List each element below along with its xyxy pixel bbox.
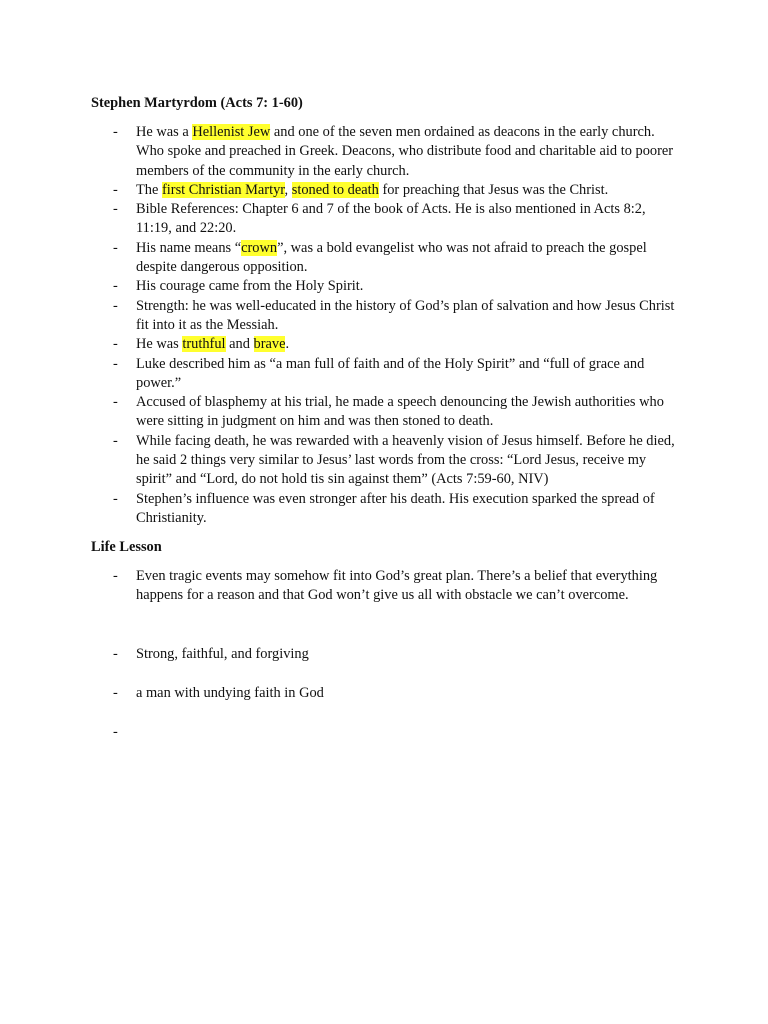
list-item: - The first Christian Martyr, stoned to death for preaching that Jesus was the Christ. bbox=[0, 181, 681, 200]
bullet-dash: - bbox=[113, 394, 118, 411]
list-item: - He was a Hellenist Jew and one of the seven men ordained as deacons in the early church. Who spoke and preached in Greek. Deacons, who distribute food and charitable aid to poorer members of the community in the early church. bbox=[113, 124, 674, 179]
list-item: - Strong, faithful, and forgiving bbox=[0, 645, 681, 664]
highlight: first Christian Martyr bbox=[161, 181, 285, 198]
highlight: brave bbox=[253, 336, 286, 353]
bullet-dash: - bbox=[113, 278, 118, 295]
list-item: - While facing death, he was rewarded with a heavenly vision of Jesus himself. Before he died, he said 2 things very similar to Jesus’ last words from the cross: “Lord Jesus, receive my spirit” and “Lord, do not hold tis sin against them” (Acts 7:59-60, NIV) bbox=[113, 432, 675, 488]
list-item: - a man with undying faith in God bbox=[0, 684, 681, 703]
list-item: - Bible References: Chapter 6 and 7 of the book of Acts. He is also mentioned in Acts 8:2, 11:19, and 22:20. bbox=[113, 201, 646, 237]
list-item: - Strength: he was well-educated in the history of God’s plan of salvation and how Jesus Christ fit into it as the Messiah. bbox=[113, 297, 675, 333]
list-item: - Stephen’s influence was even stronger after his death. His execution sparked the spread of Christianity. bbox=[113, 490, 655, 526]
bullet-dash: - bbox=[113, 490, 118, 507]
bullet-dash: - bbox=[113, 645, 118, 662]
bullet-dash: - bbox=[113, 297, 118, 314]
stephen-facts-list bbox=[0, 123, 768, 528]
list-item: - Luke described him as “a man full of faith and of the Holy Spirit” and “full of grace and power.” bbox=[113, 355, 645, 391]
highlight: Hellenist Jew bbox=[192, 124, 271, 140]
bullet-dash: - bbox=[113, 432, 118, 449]
bullet-dash: - bbox=[113, 124, 118, 140]
section-heading-stephen-martyrdom: Stephen Martyrdom (Acts 7: 1-60) bbox=[91, 95, 303, 111]
bullet-dash: - bbox=[113, 724, 118, 741]
list-item: - His courage came from the Holy Spirit. bbox=[0, 277, 681, 296]
list-item: - He was truthful and brave. bbox=[0, 335, 681, 354]
bullet-dash: - bbox=[113, 201, 118, 218]
list-item: - Accused of blasphemy at his trial, he made a speech denouncing the Jewish authorities who were sitting in judgment on him and was then stoned to death. bbox=[113, 394, 664, 430]
bullet-dash: - bbox=[113, 568, 118, 584]
bullet-dash: - bbox=[113, 355, 118, 372]
section-heading-life-lesson: Life Lesson bbox=[91, 539, 162, 555]
bullet-dash: - bbox=[113, 684, 118, 701]
list-item: - Even tragic events may somehow fit into God’s great plan. There’s a belief that everything happens for a reason and that God won’t give us all with obstacle we can’t overcome. bbox=[113, 568, 658, 604]
bullet-dash: - bbox=[113, 181, 118, 198]
highlight: stoned to death bbox=[291, 181, 379, 198]
bullet-dash: - bbox=[113, 239, 118, 256]
highlight: truthful bbox=[182, 336, 226, 353]
highlight: crown bbox=[241, 239, 278, 256]
list-item: - His name means “crown”, was a bold evangelist who was not afraid to preach the gospel despite dangerous opposition. bbox=[113, 239, 647, 276]
bullet-dash: - bbox=[113, 336, 118, 353]
life-lesson-list bbox=[0, 567, 768, 741]
